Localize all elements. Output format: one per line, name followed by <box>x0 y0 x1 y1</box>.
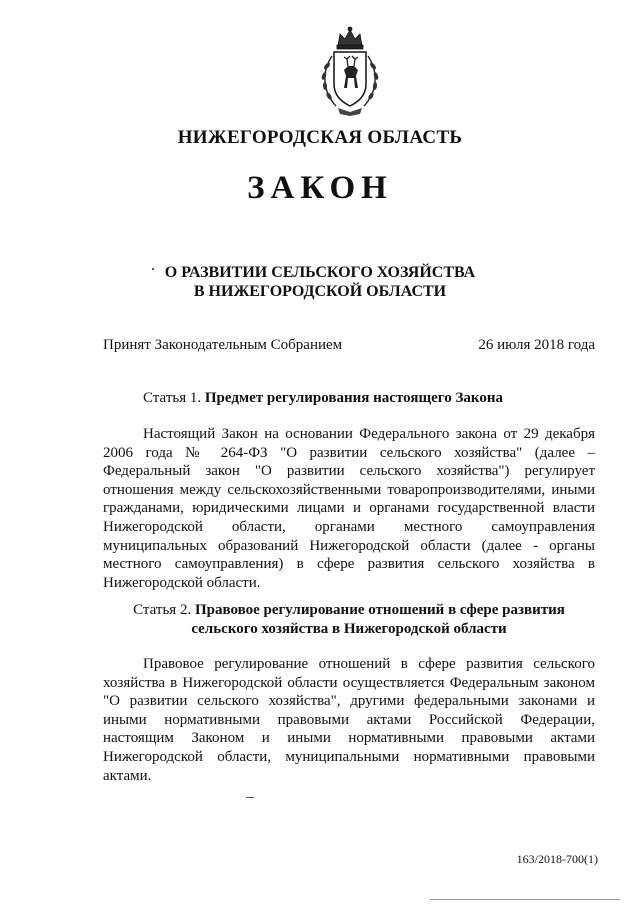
law-title <box>0 263 640 301</box>
adopted-by: Принят Законодательным Собранием <box>103 337 343 353</box>
article-2-text: Правовое регулирование отношений в сфере развития сельского хозяйства в Нижегородской области осуществляется Федеральным законом "О развитии сельского хозяйства", другими федеральными законами и иными нормативными правовыми актами Российской Федерации, настоящим Законом и иными нормативными правовыми актами Нижегородской области, муниципальными нормативными правовыми актами. <box>103 656 595 784</box>
article-1-number: Статья 1. <box>143 390 202 406</box>
article-1-heading <box>143 389 503 408</box>
article-1-title: Предмет регулирования настоящего Закона <box>204 390 503 406</box>
adoption-date: 26 июля 2018 года <box>478 337 595 353</box>
article-2-title-line-2: сельского хозяйства в Нижегородской области <box>191 621 507 637</box>
law-title-line-2: В НИЖЕГОРОДСКОЙ ОБЛАСТИ <box>193 283 447 300</box>
scan-artifact <box>152 268 154 270</box>
article-1-text: Настоящий Закон на основании Федерального закона от 29 декабря 2006 года № 264-ФЗ "О развитии сельского хозяйства" (далее – Федеральный закон "О развитии сельского хозяйства") регулирует отношения между сельскохозяйственными товаропроизводителями, иными гражданами, юридическими лицами и органами государственной власти Нижегородской области, органами местного самоуправления муниципальных образований Нижегородской области (далее - органы местного самоуправления) в сфере развития сельского хозяйства в Нижегородской области. <box>103 426 595 591</box>
law-title-line-1: О РАЗВИТИИ СЕЛЬСКОГО ХОЗЯЙСТВА <box>164 264 476 281</box>
scan-artifact <box>430 899 620 900</box>
scan-artifact <box>246 797 254 798</box>
adoption-info <box>103 337 595 354</box>
nizhny-novgorod-coat-of-arms-icon <box>314 26 386 118</box>
document-code: 163/2018-700(1) <box>516 852 598 866</box>
article-2-heading <box>103 601 595 639</box>
article-2-title-line-1: Правовое регулирование отношений в сфере развития <box>194 602 565 618</box>
article-2-number: Статья 2. <box>133 602 192 618</box>
document-type: ЗАКОН <box>247 170 393 206</box>
region-title: НИЖЕГОРОДСКАЯ ОБЛАСТЬ <box>177 127 463 148</box>
